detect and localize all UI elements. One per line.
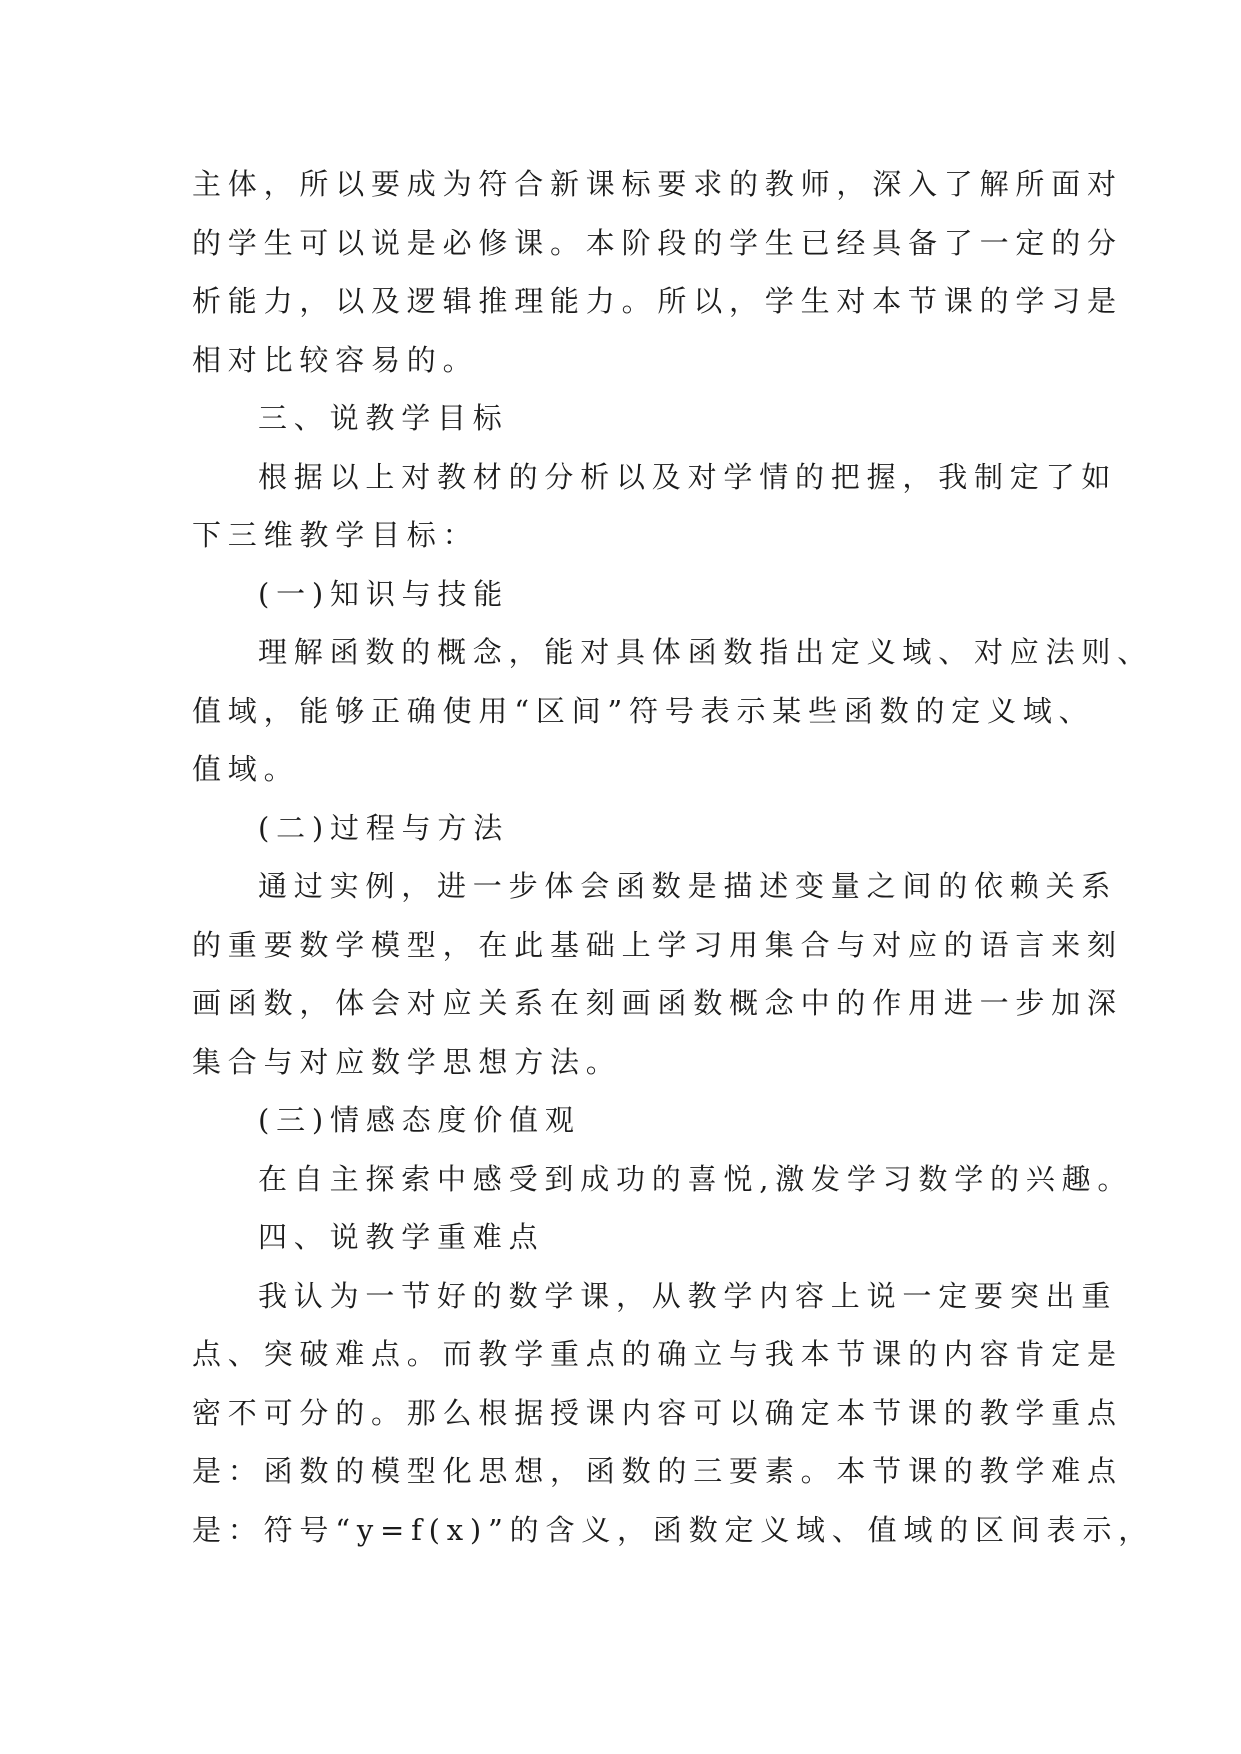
body-line: 我认为一节好的数学课，从教学内容上说一定要突出重 bbox=[258, 1279, 1118, 1313]
body-line: 值域。 bbox=[192, 752, 300, 786]
subsection-heading: (一)知识与技能 bbox=[258, 577, 510, 611]
body-line: 是：符号“y=f(x)”的含义，函数定义域、值域的区间表示， bbox=[192, 1513, 1155, 1547]
section-heading: 四、说教学重难点 bbox=[258, 1220, 545, 1254]
section-heading: 三、说教学目标 bbox=[258, 401, 509, 435]
body-line: 理解函数的概念，能对具体函数指出定义域、对应法则、 bbox=[258, 635, 1154, 669]
body-line: 根据以上对教材的分析以及对学情的把握，我制定了如 bbox=[258, 460, 1118, 494]
body-line: 通过实例，进一步体会函数是描述变量之间的依赖关系 bbox=[258, 869, 1118, 903]
body-line: 主体，所以要成为符合新课标要求的教师，深入了解所面对 bbox=[192, 167, 1123, 201]
body-line: 是：函数的模型化思想，函数的三要素。本节课的教学难点 bbox=[192, 1454, 1123, 1488]
body-line: 集合与对应数学思想方法。 bbox=[192, 1045, 622, 1079]
body-line: 相对比较容易的。 bbox=[192, 343, 479, 377]
body-line: 画函数，体会对应关系在刻画函数概念中的作用进一步加深 bbox=[192, 986, 1123, 1020]
body-line: 的重要数学模型，在此基础上学习用集合与对应的语言来刻 bbox=[192, 928, 1123, 962]
body-line: 下三维教学目标： bbox=[192, 518, 479, 552]
subsection-heading: (三)情感态度价值观 bbox=[258, 1103, 581, 1137]
body-line: 密不可分的。那么根据授课内容可以确定本节课的教学重点 bbox=[192, 1396, 1123, 1430]
body-line: 点、突破难点。而教学重点的确立与我本节课的内容肯定是 bbox=[192, 1337, 1123, 1371]
body-line: 的学生可以说是必修课。本阶段的学生已经具备了一定的分 bbox=[192, 226, 1123, 260]
body-line: 值域，能够正确使用“区间”符号表示某些函数的定义域、 bbox=[192, 694, 1095, 728]
subsection-heading: (二)过程与方法 bbox=[258, 811, 510, 845]
body-line: 在自主探索中感受到成功的喜悦,激发学习数学的兴趣。 bbox=[258, 1162, 1134, 1196]
body-line: 析能力，以及逻辑推理能力。所以，学生对本节课的学习是 bbox=[192, 284, 1123, 318]
